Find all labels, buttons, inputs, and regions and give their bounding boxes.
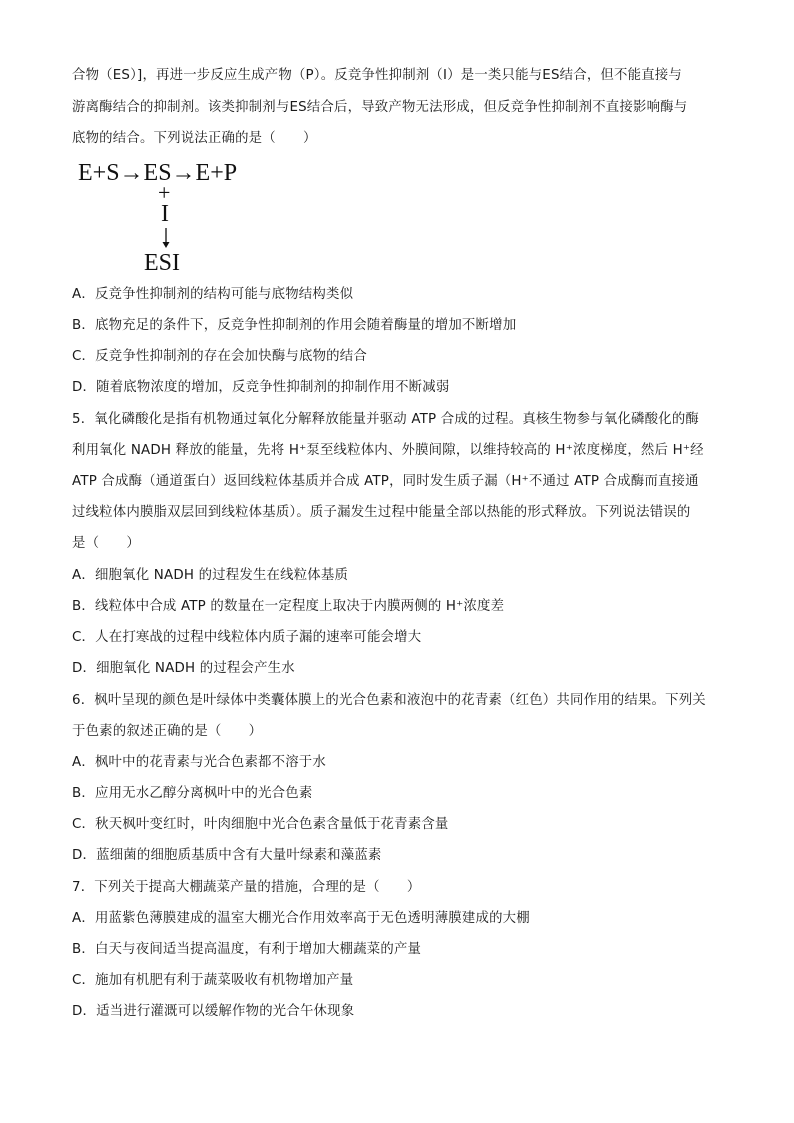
- q4-stem-line-3: 底物的结合。下列说法正确的是（ ）: [72, 131, 317, 146]
- q5-stem-line-4: 过线粒体内膜脂双层回到线粒体基质）。质子漏发生过程中能量全部以热能的形式释放。下列说法错误的: [72, 505, 691, 520]
- q5-stem-line-5: 是（ ）: [72, 536, 140, 551]
- q5-option-c: C．人在打寒战的过程中线粒体内质子漏的速率可能会增大: [72, 630, 422, 645]
- reaction-equation: E+S→ES→E+P: [78, 160, 238, 186]
- q4-option-d: D．随着底物浓度的增加，反竞争性抑制剂的抑制作用不断减弱: [72, 380, 450, 395]
- q5-option-a: A．细胞氧化 NADH 的过程发生在线粒体基质: [72, 568, 349, 583]
- q7-option-b: B．白天与夜间适当提高温度，有利于增加大棚蔬菜的产量: [72, 942, 422, 957]
- q6-stem-line-2: 于色素的叙述正确的是（ ）: [72, 724, 263, 739]
- q6-option-a: A．枫叶中的花青素与光合色素都不溶于水: [72, 755, 326, 770]
- q5-option-b: B．线粒体中合成 ATP 的数量在一定程度上取决于内膜两侧的 H⁺浓度差: [72, 599, 505, 614]
- plus-sign: +: [158, 180, 171, 205]
- q7-stem-line-1: 7．下列关于提高大棚蔬菜产量的措施，合理的是（ ）: [72, 880, 421, 895]
- q6-stem-line-1: 6．枫叶呈现的颜色是叶绿体中类囊体膜上的光合色素和液泡中的花青素（红色）共同作用的结果。下列关: [72, 693, 706, 708]
- q7-option-d: D．适当进行灌溉可以缓解作物的光合午休现象: [72, 1004, 355, 1019]
- reaction-diagram: [78, 158, 278, 278]
- q7-option-a: A．用蓝紫色薄膜建成的温室大棚光合作用效率高于无色透明薄膜建成的大棚: [72, 911, 530, 926]
- esi-complex-label: ESI: [144, 250, 180, 276]
- q5-stem-line-2: 利用氧化 NADH 释放的能量，先将 H⁺泵至线粒体内、外膜间隙，以维持较高的 H⁺浓度梯度，然后 H⁺经: [72, 443, 704, 458]
- q4-option-a: A．反竞争性抑制剂的结构可能与底物结构类似: [72, 287, 354, 302]
- q5-stem-line-3: ATP 合成酶（通道蛋白）返回线粒体基质并合成 ATP，同时发生质子漏（H⁺不通过 ATP 合成酶而直接通: [72, 474, 699, 489]
- q6-option-d: D．蓝细菌的细胞质基质中含有大量叶绿素和藻蓝素: [72, 848, 382, 863]
- q7-option-c: C．施加有机肥有利于蔬菜吸收有机物增加产量: [72, 973, 354, 988]
- q4-stem-line-2: 游离酶结合的抑制剂。该类抑制剂与ES结合后，导致产物无法形成，但反竞争性抑制剂不直接影响酶与: [72, 100, 688, 115]
- q4-option-c: C．反竞争性抑制剂的存在会加快酶与底物的结合: [72, 349, 367, 364]
- q6-option-b: B．应用无水乙醇分离枫叶中的光合色素: [72, 786, 313, 801]
- inhibitor-label: I: [161, 201, 169, 227]
- q4-stem-line-1: 合物（ES）]，再进一步反应生成产物（P）。反竞争性抑制剂（Ⅰ）是一类只能与ES结合，但不能直接与: [72, 68, 682, 83]
- q4-option-b: B．底物充足的条件下，反竞争性抑制剂的作用会随着酶量的增加不断增加: [72, 318, 517, 333]
- q6-option-c: C．秋天枫叶变红时，叶肉细胞中光合色素含量低于花青素含量: [72, 817, 449, 832]
- q5-stem-line-1: 5．氧化磷酸化是指有机物通过氧化分解释放能量并驱动 ATP 合成的过程。真核生物参与氧化磷酸化的酶: [72, 412, 700, 427]
- q5-option-d: D．细胞氧化 NADH 的过程会产生水: [72, 661, 295, 676]
